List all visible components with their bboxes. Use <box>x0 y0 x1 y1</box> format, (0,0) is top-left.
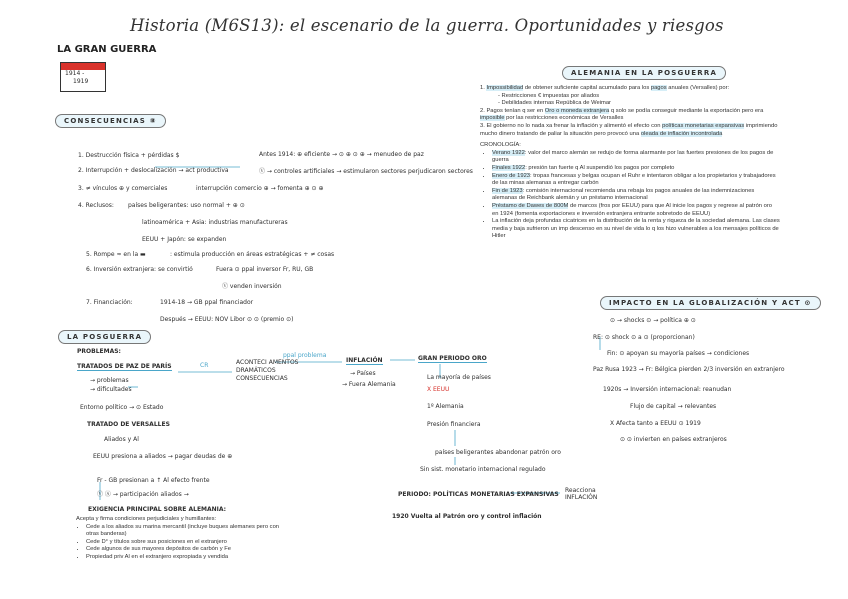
consecuencia-note-3: interrupción comercio ⊕ → fomenta ⊕ ⊙ ⊕ <box>196 185 324 192</box>
alemania-point-1: 1. Impossibilidad de obtener suficiente capital acumulado para los pagos anuales (Versalles) por: <box>480 85 730 91</box>
gran-periodo-oro: GRAN PERIODO ORO <box>418 355 487 362</box>
impacto-line-8: ⊙ ⊙ invierten en países extranjeros <box>620 436 727 443</box>
cronologia-list <box>480 150 780 241</box>
presion-financiera: Presión financiera <box>427 421 481 428</box>
cronologia-heading: CRONOLOGÍA: <box>480 142 521 149</box>
exigencia-bullet: • Propiedad priv Al en el extranjero expropiada y vendida <box>86 554 286 561</box>
problemas-item-2: → dificultades <box>90 386 132 393</box>
alemania-label: 1º Alemania <box>427 403 464 410</box>
consecuencia-item-7: 7. Financiación: <box>86 299 133 306</box>
consecuencia-note-7: : estimula producción en áreas estratégicas + ≠ cosas <box>170 251 335 258</box>
paises-beligerantes: países beligerantes abandonar patrón oro <box>435 449 561 456</box>
page-title: Historia (M6S13): el escenario de la guerra. Oportunidades y riesgos <box>130 16 724 35</box>
consecuencia-note-9: Ⓥ venden inversión <box>222 283 282 290</box>
entorno-politico: Entorno político → ⊙ Estado <box>80 404 164 411</box>
cronologia-item: • Enero de 1923: tropas francesas y belgas ocupan el Ruhr e intentaron obligar a los propietarios y trabajadores de las minas alemanas a entregar carbón <box>492 173 780 188</box>
exigencia-bullet: • Cede D° y títulos sobre sus posiciones en el extranjero <box>86 539 286 546</box>
impacto-line-1: ⊙ → shocks ⊙ → política ⊕ ⊙ <box>610 317 696 324</box>
alemania-text <box>480 85 780 241</box>
consecuencia-item-5: 5. Rompe ≈ en la ▬ <box>86 251 146 258</box>
impacto-pill: IMPACTO EN LA GLOBALIZACIÓN Y ACT ⊙ <box>600 296 821 310</box>
cr-label: CR <box>200 362 209 369</box>
cronologia-item: • La inflación deja profundas cicatrices en la distribución de la renta y riqueza de la sociedad alemana. Las clases media y baja sufrieron un imp descenso en su nivel de vida lo q los hizo vulnerables a los mensajes políticos de Hitler <box>492 218 780 241</box>
dramaticos: DRAMÁTICOS <box>236 367 276 374</box>
date-end: 1919 <box>73 78 89 85</box>
mayoria-paises: La mayoría de países <box>427 374 491 381</box>
consecuencia-note-1: Antes 1914: ⊕ eficiente → ⊙ ⊕ ⊙ ⊕ → menudeo de paz <box>259 151 424 158</box>
eeuu-label: X EEUU <box>427 386 450 393</box>
fr-gb-presionan: Fr - GB presionan a ↑ Al efecto frente <box>97 477 210 484</box>
cronologia-item: • Verano 1922: valor del marco alemán se redujo de forma alarmante por las fuertes presiones de los pagos de guerra <box>492 150 780 165</box>
consecuencias-pill: CONSECUENCIAS ⑧ <box>55 114 166 128</box>
inflacion-label: INFLACIÓN <box>346 357 383 364</box>
alemania-point-2: 2. Pagos tenían q ser en Oro o moneda extranjera q solo se podía conseguir mediante la exportación pero era imposible por las restricciones económicas de Versalles <box>480 107 764 122</box>
consecuencia-item-6: 6. Inversión extranjera: se convirtió <box>86 266 193 273</box>
consecuencia-item-2: 2. Interrupción + deslocalización → act productiva <box>78 167 229 174</box>
eeuu-presiona: EEUU presiona a aliados → pagar deudas de ⊕ <box>93 453 233 460</box>
consecuencia-note-8: Fuera ⊙ ppal inversor Fr, RU, GB <box>216 266 314 273</box>
impacto-line-4: Paz Rusa 1923 → Fr: Bélgica pierden 2/3 inversión en extranjero <box>593 366 785 373</box>
consecuencia-note-2: Ⓥ → controles artificiales → estimularon sectores perjudicaron sectores <box>259 168 473 175</box>
impacto-line-3: Fin: ⊙ apoyan su mayoría países → condiciones <box>607 350 750 357</box>
periodo-politicas: PERIODO: POLÍTICAS MONETARIAS EXPANSIVAS <box>398 491 559 498</box>
exigencias-list <box>76 524 286 561</box>
date-start: 1914 - <box>65 70 85 77</box>
impacto-line-5: 1920s → Inversión internacional: reanudan <box>603 386 732 393</box>
consecuencia-note-6: EEUU + Japón: se expanden <box>142 236 227 243</box>
alemania-point-1-sub-1: - Restricciones € impuestas por aliados <box>498 92 600 99</box>
cronologia-item: • Préstamo de Dawes de 800M de marcos (fros por EEUU) para que Al inicie los pagos y regrese al patrón oro en 1924 (fomenta exportaciones e inversión extranjera entrante sobretodo de EEUU) <box>492 203 780 218</box>
cronologia-item: • Fin de 1923: comisión internacional recomienda una rebaja los pagos anuales de las indemnizaciones alemanas de Reichbank alemán y un préstamo internacional <box>492 188 780 203</box>
impacto-line-7: X Afecta tanto a EEUU ⊙ 1919 <box>610 420 701 427</box>
reacciona-inflacion: Reacciona INFLACIÓN <box>565 487 598 501</box>
tratado-versalles: TRATADO DE VERSALLES <box>87 421 170 428</box>
aliados-al: Aliados y Al <box>104 436 139 443</box>
consecuencia-item-3: 3. ≠ vínculos ⊕ y comerciales <box>78 185 168 192</box>
consecuencia-note-5: latinoamérica + Asia: industrias manufactureras <box>142 219 288 226</box>
consecuencia-note-10: 1914-18 → GB ppal financiador <box>160 299 254 306</box>
acepta-text: Acepta y firma condiciones perjudiciales y humillantes: <box>76 516 217 522</box>
alemania-point-1-sub-2: - Debilidades internas República de Weimar <box>498 100 611 107</box>
consecuencias-label: CONSECUENCIAS <box>236 375 288 382</box>
alemania-point-3: 3. El gobierno no lo nada xa frenar la inflación y alimentó el efecto con políticas monetarias expansivas imprimiendo mucho dinero tratando de paliar la situación pero provocó una oleada de inflación incontrolada <box>480 122 778 137</box>
sin-sistema: Sin sist. monetario internacional regulado <box>420 466 546 473</box>
problemas-item-1: → problemas <box>90 377 129 384</box>
fuera-alemania: → Fuera Alemania <box>342 381 396 388</box>
consecuencia-item-4: 4. Reclusos: <box>78 202 114 209</box>
consecuencia-note-4: países beligerantes: uso normal + ⊕ ⊙ <box>128 202 245 209</box>
exigencia-bullet: • Cede algunos de sus mayores depósitos de carbón y Fe <box>86 546 286 553</box>
consecuencia-note-11: Después → EEUU: NOV Libor ⊙ ⊙ (premio ⊙) <box>160 316 294 323</box>
impacto-line-2: RE: ⊙ shock ⊙ a ⊙ (proporcionan) <box>593 334 695 341</box>
posguerra-pill: LA POSGUERRA <box>58 330 151 344</box>
impacto-line-6: Flujo de capital → relevantes <box>630 403 717 410</box>
consecuencia-item-1: 1. Destrucción física + pérdidas $ <box>78 152 180 159</box>
calendar-icon <box>60 62 106 92</box>
participacion-aliados: Ⓥ Ⓢ → participación aliados → <box>97 491 189 498</box>
section-title-gran-guerra: LA GRAN GUERRA <box>57 44 157 55</box>
exigencia-title: EXIGENCIA PRINCIPAL SOBRE ALEMANIA: <box>88 506 227 513</box>
ppal-problema: ppal problema <box>283 352 327 359</box>
vuelta-patron-oro: 1920 Vuelta al Patrón oro y control inflación <box>392 513 542 520</box>
exigencia-bullet: • Cede a los aliados su marina mercantil (incluye buques alemanes pero con otras banderas) <box>86 524 286 539</box>
alemania-pill: ALEMANIA EN LA POSGUERRA <box>562 66 726 80</box>
problemas-heading: PROBLEMAS: <box>77 348 121 355</box>
tratados-paz: TRATADOS DE PAZ DE PARÍS <box>77 363 172 370</box>
acontecimientos: ACONTECI AMENTOS <box>236 359 299 366</box>
cronologia-item: • Finales 1922: presión tan fuerte q Al suspendió los pagos por completo <box>492 165 780 173</box>
paises-label: → Países <box>350 370 376 377</box>
